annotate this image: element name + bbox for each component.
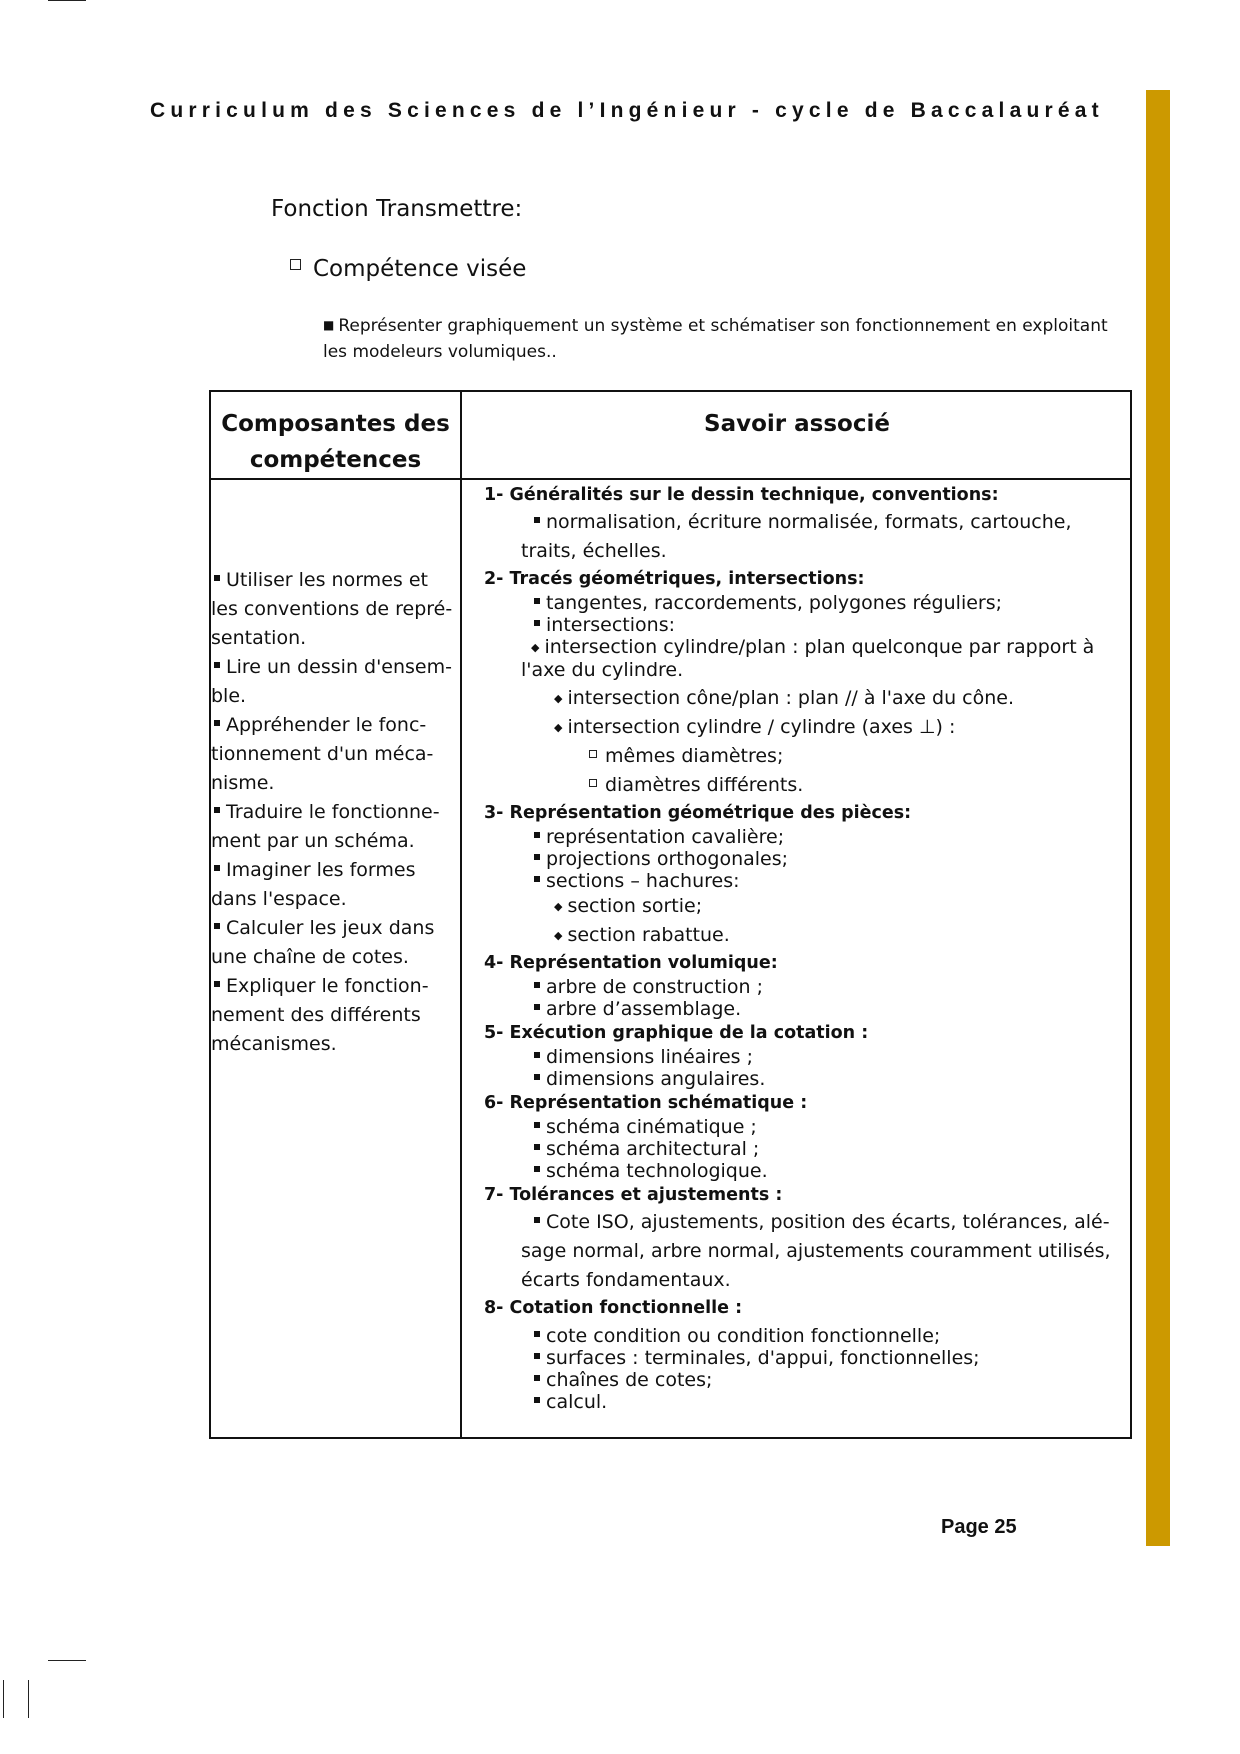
crop-mark-bottom: [48, 1660, 86, 1661]
table-header-knowledge: Savoir associé: [704, 411, 890, 437]
section-heading-5: 5- Exécution graphique de la cotation :: [484, 1023, 869, 1043]
list-item-continuation: l'axe du cylindre.: [521, 659, 684, 681]
list-item: arbre de construction ;: [462, 976, 1132, 998]
square-bullet-icon: [534, 620, 540, 626]
crop-mark-top: [48, 0, 86, 1]
square-outline-icon: [589, 779, 597, 787]
square-outline-icon: [290, 259, 301, 270]
list-item: intersections:: [462, 614, 1132, 636]
crop-mark-left-1: [3, 1680, 4, 1718]
square-bullet-icon: [534, 1331, 540, 1337]
list-item: Appréhender le fonc-tionnement d'un méca-nisme.: [211, 714, 434, 794]
square-bullet-icon: [214, 575, 220, 581]
square-bullet-icon: [534, 1074, 540, 1080]
list-item: dimensions angulaires.: [462, 1068, 1132, 1090]
square-bullet-icon: [214, 807, 220, 813]
list-item: projections orthogonales;: [462, 848, 1132, 870]
list-item-continuation: traits, échelles.: [521, 540, 667, 562]
list-item: normalisation, écriture normalisée, formats, cartouche,: [462, 508, 1132, 537]
square-bullet-icon: [534, 1375, 540, 1381]
section-heading-6: 6- Représentation schématique :: [484, 1093, 808, 1113]
competence-description: [323, 312, 1123, 365]
list-item: calcul.: [462, 1391, 1132, 1413]
list-item: représentation cavalière;: [462, 826, 1132, 848]
diamond-bullet-icon: ◆: [531, 641, 540, 654]
competence-label: Compétence visée: [313, 256, 527, 282]
list-item-continuation: sage normal, arbre normal, ajustements couramment utilisés,: [521, 1240, 1111, 1262]
knowledge-column: [462, 482, 1132, 1413]
list-item: ◆ intersection cylindre/plan : plan quelconque par rapport à: [531, 636, 1095, 658]
table-header-divider: [211, 478, 1130, 480]
list-item: ◆ section rabattue.: [554, 924, 730, 946]
square-bullet-icon: [534, 517, 540, 523]
list-item: arbre d’assemblage.: [462, 998, 1132, 1020]
crop-mark-left-2: [28, 1680, 29, 1718]
section-heading-8: 8- Cotation fonctionnelle :: [484, 1298, 743, 1318]
list-item: Utiliser les normes et les conventions de repré-sentation.: [211, 569, 453, 649]
list-item: tangentes, raccordements, polygones réguliers;: [462, 592, 1132, 614]
square-bullet-icon: [534, 832, 540, 838]
list-item: Traduire le fonctionne-ment par un schéma.: [211, 801, 440, 852]
diamond-bullet-icon: ◆: [554, 900, 563, 913]
list-item-continuation: écarts fondamentaux.: [521, 1269, 731, 1291]
square-bullet-icon: [214, 923, 220, 929]
page-number: Page 25: [941, 1516, 1017, 1538]
competence-heading: [290, 256, 526, 282]
list-item: diamètres différents.: [462, 771, 1132, 800]
square-bullet-icon: [214, 720, 220, 726]
square-bullet-icon: [534, 1166, 540, 1172]
square-outline-icon: [589, 750, 597, 758]
section-heading-3: 3- Représentation géométrique des pièces:: [484, 803, 912, 823]
list-item: ◆ section sortie;: [554, 895, 703, 917]
section-heading-7: 7- Tolérances et ajustements :: [484, 1185, 783, 1205]
section-heading-1: 1- Généralités sur le dessin technique, conventions:: [484, 485, 999, 505]
list-item: dimensions linéaires ;: [462, 1046, 1132, 1068]
square-bullet-icon: [534, 1004, 540, 1010]
diamond-bullet-icon: ◆: [554, 692, 563, 705]
square-bullet-icon: [214, 865, 220, 871]
section-title: Fonction Transmettre:: [271, 196, 523, 222]
list-item: schéma cinématique ;: [462, 1116, 1132, 1138]
list-item: Expliquer le fonction-nement des différents mécanismes.: [211, 975, 429, 1055]
list-item: surfaces : terminales, d'appui, fonctionnelles;: [462, 1347, 1132, 1369]
list-item: ◆ intersection cône/plan : plan // à l'axe du cône.: [554, 687, 1015, 709]
square-bullet-icon: [534, 1144, 540, 1150]
list-item: cote condition ou condition fonctionnelle;: [462, 1325, 1132, 1347]
table-header-components: Composantes des compétences: [221, 411, 450, 473]
list-item: ◆ intersection cylindre / cylindre (axes ⊥) :: [554, 716, 956, 738]
list-item: mêmes diamètres;: [462, 742, 1132, 771]
competence-table: [209, 390, 1132, 1439]
list-item: schéma architectural ;: [462, 1138, 1132, 1160]
square-bullet-icon: [534, 1217, 540, 1223]
list-item: Cote ISO, ajustements, position des écarts, tolérances, alé-: [462, 1208, 1132, 1237]
square-bullet-icon: [534, 598, 540, 604]
list-item: Lire un dessin d'ensem-ble.: [211, 656, 452, 707]
competence-text: Représenter graphiquement un système et schématiser son fonctionnement en exploitant les modeleurs volumiques..: [323, 316, 1108, 362]
section-heading-4: 4- Représentation volumique:: [484, 953, 778, 973]
list-item: chaînes de cotes;: [462, 1369, 1132, 1391]
section-heading-2: 2- Tracés géométriques, intersections:: [484, 569, 865, 589]
square-bullet-icon: [214, 981, 220, 987]
list-item: Calculer les jeux dans une chaîne de cotes.: [211, 917, 435, 968]
square-bullet-icon: [534, 1353, 540, 1359]
accent-side-bar: [1146, 90, 1170, 1546]
square-bullet-icon: ■: [323, 318, 335, 332]
components-column: [211, 566, 456, 1059]
diamond-bullet-icon: ◆: [554, 929, 563, 942]
list-item: schéma technologique.: [462, 1160, 1132, 1182]
list-item: sections – hachures:: [462, 870, 1132, 892]
square-bullet-icon: [534, 1052, 540, 1058]
square-bullet-icon: [534, 1397, 540, 1403]
list-item: Imaginer les formes dans l'espace.: [211, 859, 416, 910]
square-bullet-icon: [534, 982, 540, 988]
diamond-bullet-icon: ◆: [554, 721, 563, 734]
square-bullet-icon: [534, 876, 540, 882]
square-bullet-icon: [214, 662, 220, 668]
square-bullet-icon: [534, 854, 540, 860]
page-header: Curriculum des Sciences de l’Ingénieur - cycle de Baccalauréat: [150, 99, 1104, 122]
square-bullet-icon: [534, 1122, 540, 1128]
